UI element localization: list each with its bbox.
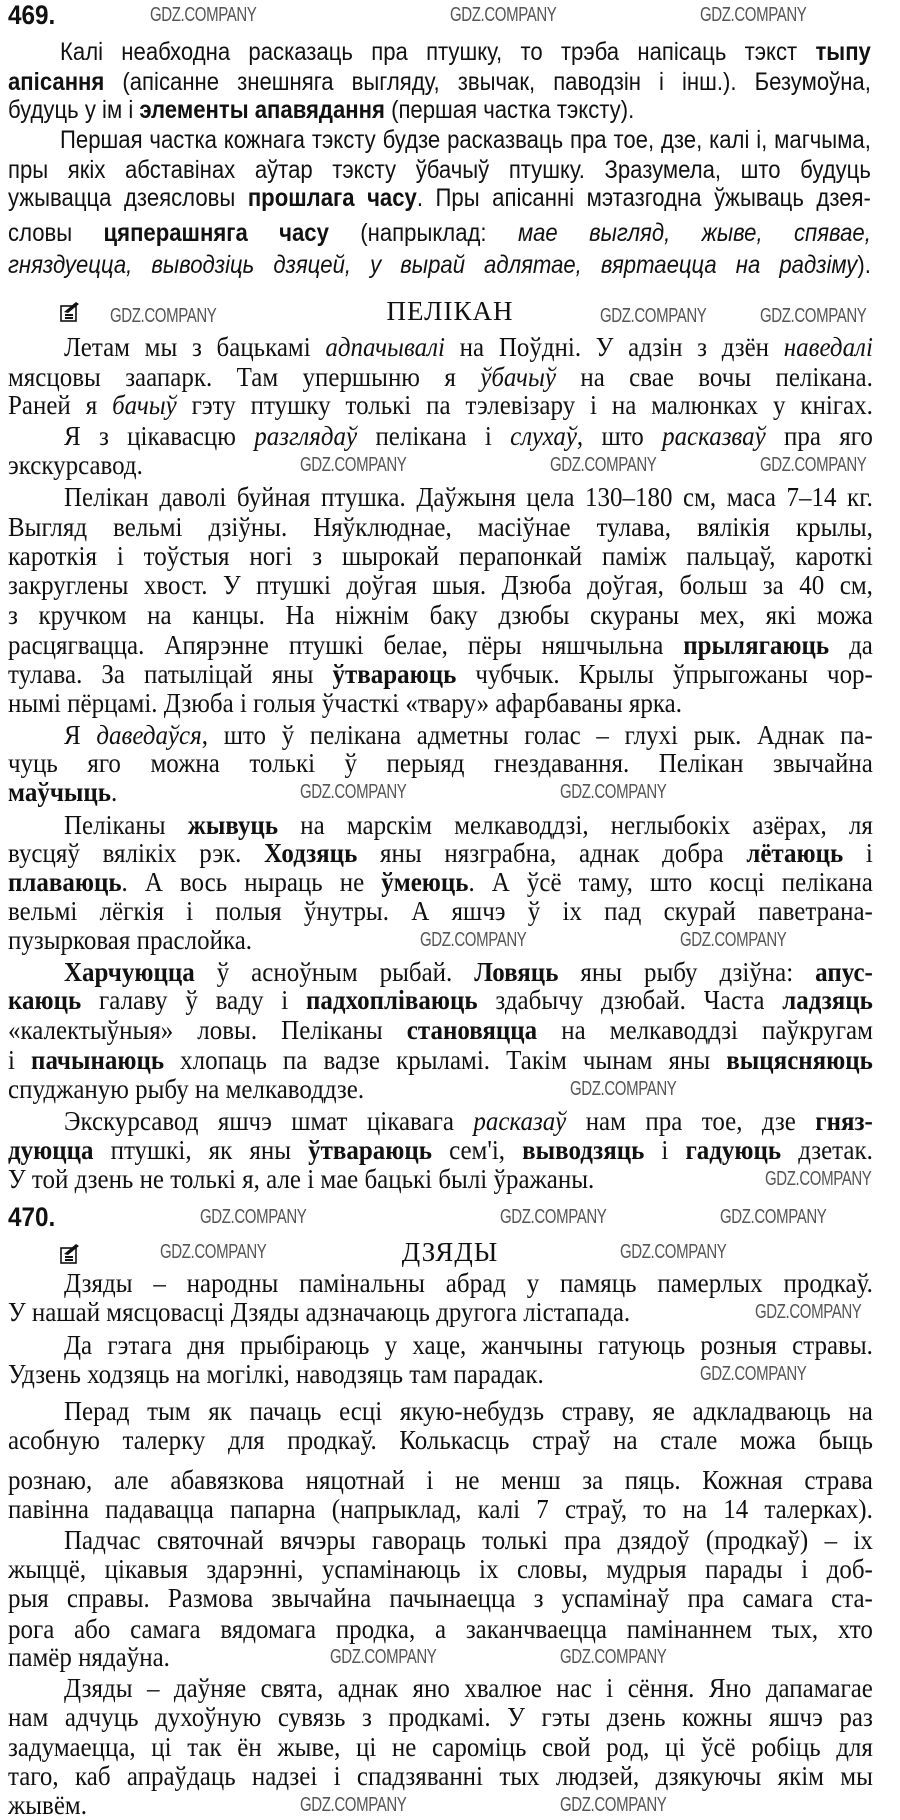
text-run: Летам мы з бацькамі <box>64 332 326 362</box>
bold-term: маўчыць <box>8 777 112 807</box>
italic-verb: гняздуецца, выводзіць дзяцей, у вырай адлятае, вяртаецца на радзіму <box>8 251 858 279</box>
text-line <box>8 97 634 123</box>
text-line <box>64 1527 873 1553</box>
text-line <box>8 392 873 418</box>
text-run: пра яго <box>765 421 873 451</box>
text-line <box>8 514 873 540</box>
text-run: нымі пёрцамі. Дзюба і голыя ўчасткі «твару» афарбаваны ярка. <box>8 688 682 718</box>
text-line <box>8 1496 873 1522</box>
text-line <box>64 1108 873 1134</box>
text-run: задумаецца, ці так ён жыве, ці не сароміць свой род, ці ўсё робіць для <box>8 1732 873 1762</box>
text-line <box>8 1556 873 1582</box>
text-run: Удзень ходзяць на могілкі, наводзяць там парадак. <box>8 1359 544 1389</box>
text-line <box>60 39 871 65</box>
text-run: , што ў пелікана адметны голас – глухі рык. Аднак па- <box>201 720 873 750</box>
text-run: У нашай мясцовасці Дзяды адзначаюць другога лістапада. <box>8 1297 631 1327</box>
exercise-number: 469. <box>8 0 56 30</box>
text-run: ў асноўным рыбай. <box>194 957 475 987</box>
watermark: GDZ.COMPANY <box>300 1794 407 1816</box>
watermark: GDZ.COMPANY <box>500 1206 607 1228</box>
text-run: У той дзень не толькі я, але і мае бацькі былі ўражаны. <box>8 1164 595 1194</box>
text-line <box>8 1137 873 1163</box>
watermark: GDZ.COMPANY <box>760 305 867 327</box>
text-run: Раней я <box>8 390 113 420</box>
text-run: таго, каб апраўдаць надзеі і спадзяванні тых людзей, дзякуючы якім мы <box>8 1761 873 1791</box>
text-run: з кручком на канцы. На ніжнім баку дзюбы скураны мех, які можа <box>8 600 873 630</box>
watermark: GDZ.COMPANY <box>755 1301 862 1323</box>
bold-term: дуюцца <box>8 1135 94 1165</box>
italic-verb: мае выгляд, жыве, спявае, <box>517 219 871 247</box>
text-run: жывём. <box>8 1790 87 1820</box>
text-run: і <box>644 1135 686 1165</box>
watermark: GDZ.COMPANY <box>550 454 657 476</box>
watermark: GDZ.COMPANY <box>765 1168 872 1190</box>
text-line <box>8 1585 873 1611</box>
text-line <box>8 572 873 598</box>
text-run: кароткія і тоўстыя ногі з шырокай перапонкай паміж пальцаў, кароткі <box>8 541 873 571</box>
italic-verb: расказаў <box>473 1106 567 1136</box>
text-run: Да гэтага дня прыбіраюць у хаце, жанчыны гатуюць розныя стравы. <box>64 1330 873 1360</box>
text-run: Дзяды – народны памінальны абрад у памяць памерлых продкаў. <box>64 1268 873 1298</box>
text-line <box>8 157 871 183</box>
watermark: GDZ.COMPANY <box>560 1794 667 1816</box>
watermark: GDZ.COMPANY <box>150 4 257 26</box>
bold-term: Харчуюцца <box>64 957 195 987</box>
text-line <box>8 632 873 658</box>
bold-term: выводзяць <box>522 1135 645 1165</box>
text-run: гэту птушку толькі па тэлевізару і на малюнках у кнігах. <box>176 390 873 420</box>
watermark: GDZ.COMPANY <box>200 1206 307 1228</box>
text-run: памёр нядаўна. <box>8 1642 170 1672</box>
bold-term: ўмеюць <box>381 867 469 897</box>
text-run: і <box>8 1045 32 1075</box>
text-line <box>64 959 873 985</box>
text-line <box>64 1270 873 1296</box>
bold-term: Ловяць <box>474 957 559 987</box>
text-line <box>8 1361 544 1387</box>
watermark: GDZ.COMPANY <box>420 929 527 951</box>
text-run: . А вось ныраць не <box>121 867 382 897</box>
italic-verb: ўбачыў <box>480 362 556 392</box>
exercise-number: 470. <box>8 1202 56 1232</box>
text-line <box>64 1398 873 1424</box>
text-run: дзетак. <box>781 1135 873 1165</box>
bold-term: плаваюць <box>8 867 122 897</box>
text-line <box>8 1792 87 1818</box>
watermark: GDZ.COMPANY <box>330 1646 437 1668</box>
bold-term: ўтвараюць <box>308 1135 432 1165</box>
text-run: Пелікан даволі буйная птушка. Даўжыня цела 130–180 см, маса 7–14 кг. <box>64 482 873 512</box>
bold-term: жывуць <box>187 810 279 840</box>
text-run: Калі неабходна расказаць пра птушку, то трэба напісаць тэкст <box>60 38 816 66</box>
watermark: GDZ.COMPANY <box>570 1078 677 1100</box>
bold-term: гняз- <box>815 1106 873 1136</box>
watermark: GDZ.COMPANY <box>700 4 807 26</box>
text-run: расцягвацца. Апярэнне птушкі белае, пёры няшчыльна <box>8 630 684 660</box>
text-run: экскурсавод. <box>8 450 143 480</box>
italic-verb: бачыў <box>112 390 177 420</box>
text-run: яны нязграбна, аднак добра <box>357 838 747 868</box>
text-line <box>8 1704 873 1730</box>
text-run: нам пра тое, дзе <box>566 1106 816 1136</box>
watermark: GDZ.COMPANY <box>620 1241 727 1263</box>
text-run: (апісанне знешняга выгляду, звычак, паводзін і інш.). Безумоўна, <box>104 68 871 96</box>
text-run: нам адчуць духоўную сувязь з продкамі. У гэты дзень кожны яшчэ раз <box>8 1702 873 1732</box>
bold-term: каюць <box>8 985 82 1015</box>
text-run: рыя справы. Размова звычайна пачынаецца з успамінаў пра самага ста- <box>8 1583 873 1613</box>
text-line <box>8 1299 630 1325</box>
text-title: ДЗЯДЫ <box>401 1237 499 1267</box>
text-run: словы <box>8 219 104 247</box>
bold-term: апус- <box>815 957 873 987</box>
text-line <box>8 220 871 246</box>
text-run: , што <box>576 421 663 451</box>
text-line <box>60 127 871 153</box>
bold-term: цяперашняга часу <box>103 219 329 247</box>
text-run: Дзяды – даўняе свята, аднак яно хвалюе нас і сёння. Яно дапамагае <box>64 1673 873 1703</box>
watermark: GDZ.COMPANY <box>160 1241 267 1263</box>
text-line <box>8 1763 873 1789</box>
text-run: на марскім мелкаводдзі, неглыбокіх азёрах, ля <box>278 810 873 840</box>
writing-task-icon <box>60 1242 80 1264</box>
text-run: тулава. За патыліцай яны <box>8 659 333 689</box>
text-line <box>8 1047 873 1073</box>
text-run: Пеліканы <box>64 810 188 840</box>
text-run: на свае вочы пелікана. <box>555 362 873 392</box>
watermark: GDZ.COMPANY <box>700 1363 807 1385</box>
bold-term: элементы апавядання <box>139 96 385 124</box>
writing-task-icon <box>60 300 80 322</box>
watermark: GDZ.COMPANY <box>720 1206 827 1228</box>
text-run: на Поўдні. У адзін з дзён <box>444 332 784 362</box>
text-run: сем'і, <box>431 1135 523 1165</box>
text-line <box>8 1427 873 1453</box>
text-run: рознаю, але абавязкова няцотнай і не менш за пяць. Кожная страва <box>8 1465 873 1495</box>
text-run: спуджаную рыбу на мелкаводдзе. <box>8 1074 365 1104</box>
text-line <box>8 1076 364 1102</box>
text-run: мясцовы заапарк. Там упершыню я <box>8 362 481 392</box>
text-line <box>64 812 873 838</box>
text-line <box>8 987 873 1013</box>
text-line <box>8 661 873 687</box>
text-run: (напрыклад: <box>328 219 518 247</box>
text-line <box>64 722 873 748</box>
text-run: вусцяў вялікіх рэк. <box>8 838 265 868</box>
watermark: GDZ.COMPANY <box>560 1646 667 1668</box>
italic-verb: наведалі <box>783 332 873 362</box>
text-run: Перад тым як пачаць есці якую-небудзь страву, яе адкладваюць на <box>64 1396 873 1426</box>
italic-verb: расказваў <box>662 421 766 451</box>
text-run: на мелкаводдзі паўкругам <box>537 1015 873 1045</box>
text-run: чубчык. Крылы ўпрыгожаны чор- <box>456 659 873 689</box>
text-run: асобную талерку для продкаў. Колькасць страў на стале можа быць <box>8 1425 873 1455</box>
text-run: Першая частка кожнага тэксту будзе расказваць пра тое, дзе, калі і, магчыма, <box>60 126 871 154</box>
text-run: Я з цікавасцю <box>64 421 255 451</box>
bold-term: прошлага часу <box>247 184 417 212</box>
text-run: хлопаць па вадзе крыламі. Такім чынам яны <box>164 1045 727 1075</box>
text-run: закруглены хвост. У птушкі доўгая шыя. Дзюба доўгая, больш за 40 см, <box>8 570 873 600</box>
bold-term: апісання <box>8 68 105 96</box>
text-run: птушкі, як яны <box>93 1135 309 1165</box>
text-run: здабычу дзюбай. Часта <box>477 985 783 1015</box>
text-line <box>8 252 871 278</box>
watermark: GDZ.COMPANY <box>450 4 557 26</box>
text-line <box>8 898 873 924</box>
text-run: будуць у ім і <box>8 96 140 124</box>
bold-term: Ходзяць <box>264 838 358 868</box>
text-run: Экскурсавод яшчэ шмат цікавага <box>64 1106 474 1136</box>
text-line <box>8 869 873 895</box>
text-line <box>8 364 873 390</box>
bold-term: лётаюць <box>746 838 844 868</box>
italic-verb: слухаў <box>510 421 577 451</box>
watermark: GDZ.COMPANY <box>300 454 407 476</box>
bold-term: пачынаюць <box>31 1045 165 1075</box>
text-line <box>64 334 873 360</box>
text-run: ). <box>857 251 871 279</box>
italic-verb: адпачывалі <box>325 332 445 362</box>
text-line <box>8 1166 594 1192</box>
text-run: яны рыбу дзіўна: <box>558 957 816 987</box>
bold-term: ладзяць <box>782 985 873 1015</box>
text-line <box>8 1467 873 1493</box>
text-run: . А ўсё таму, што косці пелікана <box>468 867 873 897</box>
text-run: да <box>829 630 873 660</box>
bold-term: гадуюць <box>685 1135 782 1165</box>
text-run: вельмі лёгкія і полыя ўнутры. А яшчэ ў іх пад скурай паветрана- <box>8 896 873 926</box>
text-run: (першая частка тэксту). <box>384 96 635 124</box>
italic-verb: разглядаў <box>254 421 358 451</box>
watermark: GDZ.COMPANY <box>110 305 217 327</box>
bold-term: становяцца <box>406 1015 538 1045</box>
text-line <box>8 750 873 776</box>
text-run: рога або самага вядомага продка, а заканчваецца памінаннем тых, хто <box>8 1614 873 1644</box>
text-run: пелікана і <box>357 421 511 451</box>
text-run: пузырковая праслойка. <box>8 925 253 955</box>
italic-verb: даведаўся <box>96 720 202 750</box>
watermark: GDZ.COMPANY <box>560 781 667 803</box>
text-line <box>64 1332 873 1358</box>
text-line <box>64 423 873 449</box>
text-run: галаву ў ваду і <box>81 985 307 1015</box>
text-line <box>64 484 873 510</box>
bold-term: падхопліваюць <box>306 985 478 1015</box>
text-line <box>8 1017 873 1043</box>
watermark: GDZ.COMPANY <box>680 929 787 951</box>
text-line <box>8 185 871 211</box>
text-run: і <box>843 838 873 868</box>
text-line <box>8 1734 873 1760</box>
text-line <box>8 927 252 953</box>
text-run: пры якіх абставінах аўтар тэксту ўбачыў птушку. Зразумела, што будуць <box>8 156 871 184</box>
text-line <box>8 840 873 866</box>
text-run: «калектыўныя» ловы. Пеліканы <box>8 1015 407 1045</box>
text-run: . Пры апісанні мэтазгодна ўжываць дзея- <box>416 184 871 212</box>
text-line <box>64 1675 873 1701</box>
bold-term: ўтвараюць <box>332 659 457 689</box>
text-run: павінна падавацца папарна (напрыклад, калі 7 страў, то на 14 талерках). <box>8 1494 873 1524</box>
bold-term: прылягаюць <box>683 630 830 660</box>
text-run: ужывацца дзеясловы <box>8 184 248 212</box>
bold-term: выцясняюць <box>726 1045 873 1075</box>
text-title: ПЕЛІКАН <box>386 296 514 326</box>
text-line <box>8 1644 170 1670</box>
text-line <box>8 602 873 628</box>
text-run: Падчас святочнай вячэры гавораць толькі пра дзядоў (продкаў) – іх <box>64 1525 873 1555</box>
text-line <box>8 779 117 805</box>
text-run: . <box>111 777 118 807</box>
watermark: GDZ.COMPANY <box>760 454 867 476</box>
text-line <box>8 690 682 716</box>
text-run: жыццё, цікавыя здарэнні, успамінаюць іх словы, мудрыя парады і доб- <box>8 1554 873 1584</box>
text-line <box>8 543 873 569</box>
text-run: Я <box>64 720 97 750</box>
watermark: GDZ.COMPANY <box>600 305 707 327</box>
text-line <box>8 69 871 95</box>
text-run: Выгляд вельмі дзіўны. Няўклюднае, масіўнае тулава, вялікія крылы, <box>8 512 873 542</box>
watermark: GDZ.COMPANY <box>300 781 407 803</box>
text-line <box>8 452 143 478</box>
text-run: чуць яго можна толькі ў перыяд гнездавання. Пелікан звычайна <box>8 748 873 778</box>
bold-term: тыпу <box>815 38 871 66</box>
text-line <box>8 1616 873 1642</box>
